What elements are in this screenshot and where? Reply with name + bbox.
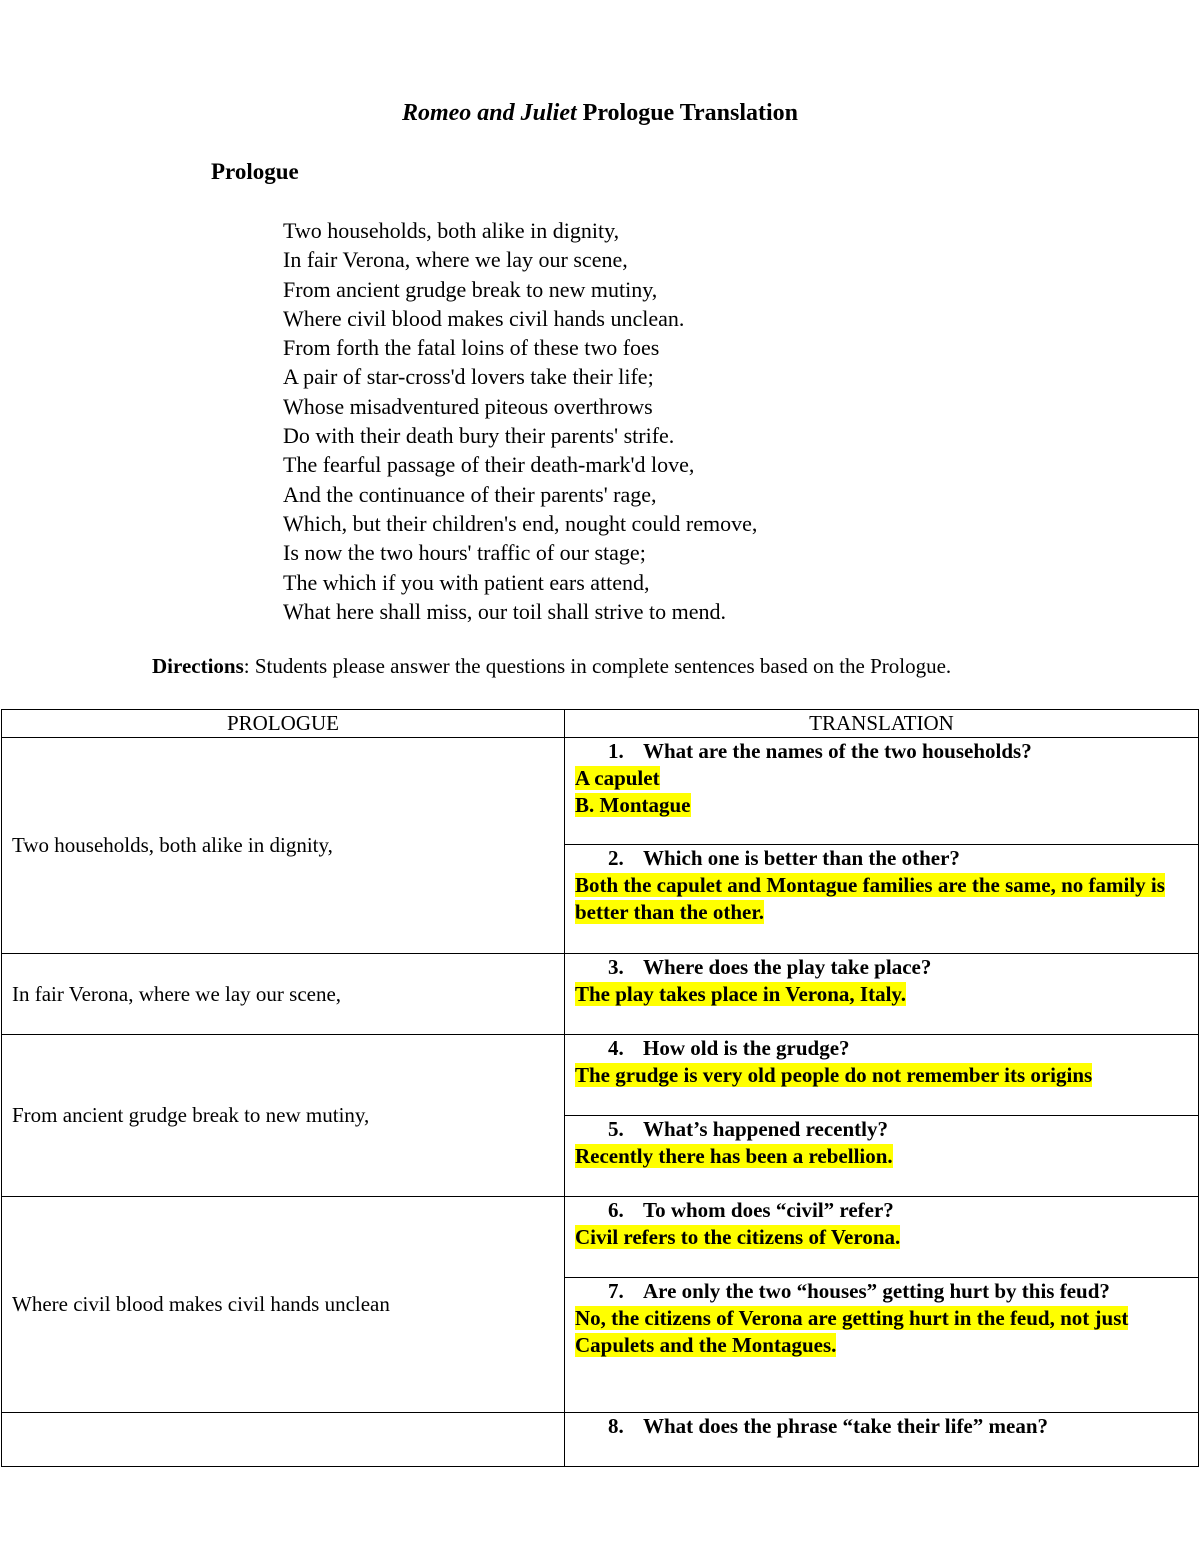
- question: 2. Which one is better than the other?: [608, 846, 960, 870]
- qa-table: [1, 709, 1199, 1467]
- directions: [152, 654, 951, 679]
- qa-item: [565, 1278, 1198, 1359]
- poem-line: Which, but their children's end, nought could remove,: [283, 510, 758, 536]
- answer: Recently there has been a rebellion.: [575, 1144, 893, 1168]
- poem-line: Do with their death bury their parents' strife.: [283, 423, 675, 449]
- poem-line: What here shall miss, our toil shall strive to mend.: [283, 598, 726, 624]
- poem-line: From forth the fatal loins of these two foes: [283, 335, 660, 361]
- poem-line: Is now the two hours' traffic of our stage;: [283, 540, 646, 566]
- poem-line: Where civil blood makes civil hands unclean.: [283, 305, 685, 331]
- poem-line: Two households, both alike in dignity,: [283, 218, 620, 243]
- directions-text: : Students please answer the questions in complete sentences based on the Prologue.: [243, 654, 952, 678]
- poem-line: A pair of star-cross'd lovers take their life;: [283, 364, 654, 390]
- answer: The grudge is very old people do not remember its origins: [575, 1063, 1093, 1087]
- question: 1. What are the names of the two households?: [608, 739, 1032, 763]
- qa-item: [565, 845, 1198, 926]
- translation-cell: [565, 1197, 1199, 1278]
- translation-cell: [565, 1116, 1199, 1197]
- poem-text: [283, 216, 757, 626]
- qa-item: [565, 1035, 1198, 1089]
- prologue-line-cell: In fair Verona, where we lay our scene,: [2, 954, 565, 1035]
- table-header-row: [2, 710, 1199, 738]
- question: 7. Are only the two “houses” getting hurt by this feud?: [608, 1279, 1110, 1303]
- question: 5. What’s happened recently?: [608, 1117, 889, 1141]
- qa-item: [565, 738, 1198, 819]
- answer: B. Montague: [575, 793, 691, 817]
- translation-cell: [565, 1413, 1199, 1467]
- poem-line: In fair Verona, where we lay our scene,: [283, 247, 628, 273]
- translation-cell: [565, 845, 1199, 954]
- table-row: [2, 738, 1199, 845]
- translation-cell: [565, 738, 1199, 845]
- table-row: [2, 1413, 1199, 1467]
- directions-label: Directions: [152, 654, 244, 678]
- poem-line: And the continuance of their parents' rage,: [283, 481, 657, 507]
- table-row: [2, 954, 1199, 1035]
- table-row: [2, 1035, 1199, 1116]
- title-italic: Romeo and Juliet: [401, 100, 577, 126]
- answer: No, the citizens of Verona are getting hurt in the feud, not just Capulets and the Montagues.: [575, 1306, 1129, 1357]
- qa-item: [565, 1116, 1198, 1170]
- question: 6. To whom does “civil” refer?: [608, 1198, 894, 1222]
- question: 3. Where does the play take place?: [608, 955, 932, 979]
- poem-line: The fearful passage of their death-mark'd love,: [283, 452, 695, 478]
- prologue-line-cell: [2, 1413, 565, 1467]
- header-translation: TRANSLATION: [565, 710, 1199, 738]
- prologue-line-cell: Two households, both alike in dignity,: [2, 738, 565, 954]
- prologue-line-cell: Where civil blood makes civil hands unclean: [2, 1197, 565, 1413]
- answer: Both the capulet and Montague families are the same, no family is better than the other.: [575, 873, 1165, 924]
- table-row: [2, 1197, 1199, 1278]
- translation-cell: [565, 1035, 1199, 1116]
- question: 8. What does the phrase “take their life” mean?: [608, 1414, 1048, 1438]
- header-prologue: PROLOGUE: [2, 710, 565, 738]
- section-heading: Prologue: [211, 159, 299, 184]
- qa-item: [565, 954, 1198, 1008]
- prologue-line-cell: From ancient grudge break to new mutiny,: [2, 1035, 565, 1197]
- qa-item: [565, 1197, 1198, 1251]
- answer: Civil refers to the citizens of Verona.: [575, 1225, 901, 1249]
- question: 4. How old is the grudge?: [608, 1036, 850, 1060]
- document-title: [0, 100, 1200, 127]
- poem-line: Whose misadventured piteous overthrows: [283, 393, 653, 419]
- answer: A capulet: [575, 766, 660, 790]
- answer: The play takes place in Verona, Italy.: [575, 982, 906, 1006]
- qa-item: [565, 1413, 1198, 1440]
- translation-cell: [565, 1278, 1199, 1413]
- poem-line: From ancient grudge break to new mutiny,: [283, 276, 658, 302]
- translation-cell: [565, 954, 1199, 1035]
- title-rest: Prologue Translation: [576, 100, 799, 126]
- poem-line: The which if you with patient ears attend,: [283, 569, 650, 595]
